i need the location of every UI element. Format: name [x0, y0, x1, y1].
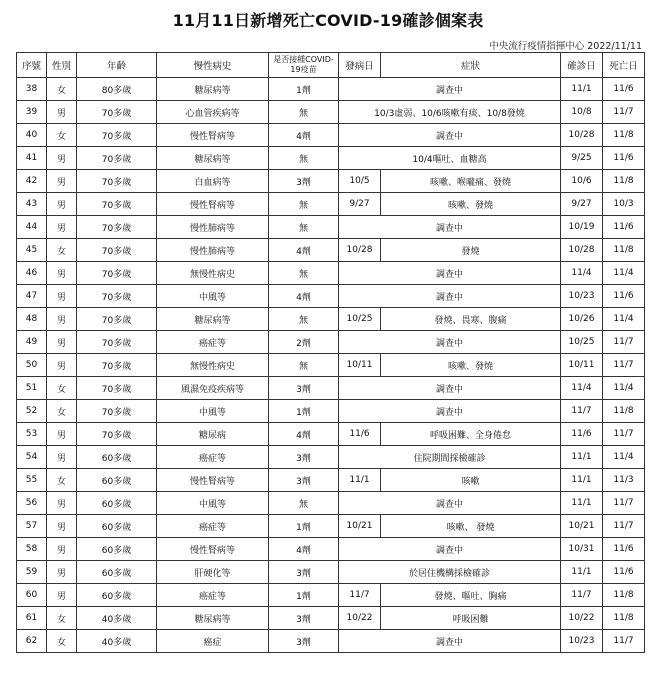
cell-sex: 男	[47, 561, 77, 584]
cell-age: 70多歲	[77, 124, 157, 147]
cell-vaccine: 無	[269, 492, 339, 515]
cell-age: 70多歲	[77, 331, 157, 354]
cell-diagnosed: 11/1	[561, 78, 603, 101]
cell-symptom: 10/4嘔吐、血糖高	[339, 147, 561, 170]
cell-diagnosed: 9/25	[561, 147, 603, 170]
cell-symptom: 呼吸困難、全身倦怠	[381, 423, 561, 446]
cell-symptom: 調查中	[339, 262, 561, 285]
cell-diagnosed: 11/1	[561, 561, 603, 584]
table-row	[17, 147, 645, 170]
cell-sex: 女	[47, 469, 77, 492]
cell-age: 60多歲	[77, 469, 157, 492]
cell-symptom: 調查中	[339, 400, 561, 423]
cell-diagnosed: 10/23	[561, 285, 603, 308]
cell-vaccine: 4劑	[269, 423, 339, 446]
cell-disease: 慢性腎病等	[157, 124, 269, 147]
cell-symptom: 發燒、嘔吐、胸痛	[381, 584, 561, 607]
cell-diagnosed: 11/1	[561, 492, 603, 515]
table-row	[17, 400, 645, 423]
table-row	[17, 423, 645, 446]
cell-onset: 11/6	[339, 423, 381, 446]
cell-vaccine: 3劑	[269, 561, 339, 584]
cell-diagnosed: 10/11	[561, 354, 603, 377]
cell-disease: 肝硬化等	[157, 561, 269, 584]
source-label: 中央流行疫情指揮中心 2022/11/11	[489, 41, 642, 52]
cell-age: 70多歲	[77, 308, 157, 331]
cell-vaccine: 3劑	[269, 630, 339, 653]
cell-age: 70多歲	[77, 101, 157, 124]
cell-age: 60多歲	[77, 584, 157, 607]
cell-sex: 男	[47, 308, 77, 331]
cell-sex: 男	[47, 262, 77, 285]
cell-death: 11/8	[603, 170, 645, 193]
cell-onset: 10/5	[339, 170, 381, 193]
cell-age: 70多歲	[77, 377, 157, 400]
cell-disease: 糖尿病	[157, 423, 269, 446]
cell-symptom: 調查中	[339, 78, 561, 101]
cell-symptom: 調查中	[339, 377, 561, 400]
cell-age: 70多歲	[77, 262, 157, 285]
header-no: 序號	[17, 53, 47, 78]
cell-age: 60多歲	[77, 515, 157, 538]
cell-sex: 男	[47, 492, 77, 515]
cell-disease: 糖尿病等	[157, 78, 269, 101]
cell-disease: 癌症等	[157, 446, 269, 469]
table-row	[17, 124, 645, 147]
cell-death: 11/6	[603, 538, 645, 561]
table-row	[17, 170, 645, 193]
cell-death: 11/7	[603, 492, 645, 515]
cell-age: 60多歲	[77, 561, 157, 584]
header-vaccine: 是否接種COVID-19疫苗	[269, 53, 339, 78]
cell-symptom: 調查中	[339, 538, 561, 561]
cell-diagnosed: 10/6	[561, 170, 603, 193]
cell-symptom: 於居住機構採檢確診	[339, 561, 561, 584]
table-row	[17, 446, 645, 469]
cell-vaccine: 無	[269, 101, 339, 124]
cell-death: 11/7	[603, 423, 645, 446]
cell-no: 62	[17, 630, 47, 653]
cell-sex: 男	[47, 354, 77, 377]
cell-age: 70多歲	[77, 423, 157, 446]
cell-age: 60多歲	[77, 492, 157, 515]
cell-disease: 中風等	[157, 285, 269, 308]
table-row	[17, 469, 645, 492]
cell-onset: 11/1	[339, 469, 381, 492]
cell-no: 53	[17, 423, 47, 446]
cell-sex: 男	[47, 331, 77, 354]
cell-vaccine: 無	[269, 193, 339, 216]
cell-age: 60多歲	[77, 538, 157, 561]
table-row	[17, 331, 645, 354]
cell-death: 11/7	[603, 630, 645, 653]
cell-sex: 男	[47, 538, 77, 561]
cell-onset: 10/21	[339, 515, 381, 538]
cell-diagnosed: 11/1	[561, 469, 603, 492]
table-row	[17, 377, 645, 400]
cell-no: 50	[17, 354, 47, 377]
cell-symptom: 調查中	[339, 492, 561, 515]
cell-sex: 男	[47, 285, 77, 308]
table-row	[17, 515, 645, 538]
cell-sex: 男	[47, 446, 77, 469]
cell-vaccine: 4劑	[269, 239, 339, 262]
header-symptom: 症狀	[381, 53, 561, 78]
cell-sex: 女	[47, 377, 77, 400]
cell-death: 11/7	[603, 354, 645, 377]
cell-no: 56	[17, 492, 47, 515]
cell-no: 51	[17, 377, 47, 400]
cell-sex: 女	[47, 124, 77, 147]
cell-vaccine: 4劑	[269, 285, 339, 308]
cell-disease: 白血病等	[157, 170, 269, 193]
cell-diagnosed: 10/28	[561, 239, 603, 262]
cell-age: 70多歲	[77, 147, 157, 170]
table-row	[17, 285, 645, 308]
cell-diagnosed: 10/25	[561, 331, 603, 354]
cell-no: 60	[17, 584, 47, 607]
table-row	[17, 561, 645, 584]
cell-symptom: 呼吸困難	[381, 607, 561, 630]
cell-symptom: 咳嗽、發燒	[381, 193, 561, 216]
cell-sex: 女	[47, 239, 77, 262]
cell-sex: 男	[47, 101, 77, 124]
cell-no: 47	[17, 285, 47, 308]
cell-death: 11/6	[603, 285, 645, 308]
cell-disease: 糖尿病等	[157, 607, 269, 630]
cell-death: 11/4	[603, 446, 645, 469]
table-row	[17, 216, 645, 239]
cell-vaccine: 4劑	[269, 124, 339, 147]
table-row	[17, 308, 645, 331]
cell-age: 40多歲	[77, 630, 157, 653]
table-row	[17, 607, 645, 630]
header-disease: 慢性病史	[157, 53, 269, 78]
cell-no: 59	[17, 561, 47, 584]
cell-disease: 慢性肺病等	[157, 239, 269, 262]
cell-disease: 無慢性病史	[157, 354, 269, 377]
cell-no: 43	[17, 193, 47, 216]
cell-symptom: 咳嗽、發燒	[381, 354, 561, 377]
cell-symptom: 咳嗽、 發燒	[381, 515, 561, 538]
cell-disease: 風濕免疫疾病等	[157, 377, 269, 400]
header-age: 年齡	[77, 53, 157, 78]
cell-death: 11/7	[603, 101, 645, 124]
cell-symptom: 住院期間採檢確診	[339, 446, 561, 469]
table-row	[17, 193, 645, 216]
table-row	[17, 262, 645, 285]
cell-diagnosed: 10/19	[561, 216, 603, 239]
cell-disease: 糖尿病等	[157, 147, 269, 170]
cell-no: 54	[17, 446, 47, 469]
cell-age: 40多歲	[77, 607, 157, 630]
cell-age: 70多歲	[77, 285, 157, 308]
table-body	[17, 78, 645, 653]
cell-no: 41	[17, 147, 47, 170]
cell-sex: 女	[47, 607, 77, 630]
cell-diagnosed: 10/8	[561, 101, 603, 124]
cell-death: 11/7	[603, 331, 645, 354]
cell-death: 11/8	[603, 239, 645, 262]
cell-death: 11/4	[603, 377, 645, 400]
cell-sex: 女	[47, 78, 77, 101]
cell-sex: 男	[47, 515, 77, 538]
cell-vaccine: 3劑	[269, 170, 339, 193]
cell-vaccine: 無	[269, 308, 339, 331]
cell-death: 11/6	[603, 561, 645, 584]
header-diagnosed: 確診日	[561, 53, 603, 78]
cell-death: 11/8	[603, 584, 645, 607]
cell-age: 70多歲	[77, 170, 157, 193]
cell-death: 11/3	[603, 469, 645, 492]
cell-disease: 慢性肺病等	[157, 216, 269, 239]
cases-table	[16, 52, 645, 653]
cell-diagnosed: 10/28	[561, 124, 603, 147]
cell-no: 57	[17, 515, 47, 538]
cell-diagnosed: 11/4	[561, 377, 603, 400]
cell-onset: 10/11	[339, 354, 381, 377]
header-death: 死亡日	[603, 53, 645, 78]
table-row	[17, 239, 645, 262]
table-row	[17, 584, 645, 607]
cell-disease: 糖尿病等	[157, 308, 269, 331]
table-row	[17, 630, 645, 653]
cell-diagnosed: 11/4	[561, 262, 603, 285]
table-row	[17, 538, 645, 561]
cell-sex: 女	[47, 630, 77, 653]
cell-disease: 慢性腎病等	[157, 538, 269, 561]
cell-diagnosed: 10/26	[561, 308, 603, 331]
page-title: 11月11日新增死亡COVID-19確診個案表	[172, 11, 484, 30]
cell-vaccine: 3劑	[269, 469, 339, 492]
cell-vaccine: 1劑	[269, 515, 339, 538]
cell-no: 52	[17, 400, 47, 423]
cell-age: 60多歲	[77, 446, 157, 469]
cell-vaccine: 3劑	[269, 377, 339, 400]
cell-symptom: 調查中	[339, 331, 561, 354]
cell-vaccine: 1劑	[269, 584, 339, 607]
header-sex: 性別	[47, 53, 77, 78]
cell-death: 11/6	[603, 78, 645, 101]
cell-disease: 無慢性病史	[157, 262, 269, 285]
cell-sex: 男	[47, 170, 77, 193]
cell-no: 48	[17, 308, 47, 331]
cell-death: 11/8	[603, 124, 645, 147]
cell-symptom: 調查中	[339, 285, 561, 308]
cell-vaccine: 3劑	[269, 607, 339, 630]
cell-symptom: 調查中	[339, 124, 561, 147]
cell-vaccine: 2劑	[269, 331, 339, 354]
cell-age: 70多歲	[77, 216, 157, 239]
cell-disease: 心血管疾病等	[157, 101, 269, 124]
cell-disease: 中風等	[157, 400, 269, 423]
cell-symptom: 調查中	[339, 630, 561, 653]
cell-death: 11/8	[603, 400, 645, 423]
cell-sex: 男	[47, 423, 77, 446]
header-row	[17, 53, 645, 78]
cell-no: 55	[17, 469, 47, 492]
table-row	[17, 354, 645, 377]
cell-sex: 男	[47, 584, 77, 607]
header-onset: 發病日	[339, 53, 381, 78]
table-row	[17, 492, 645, 515]
cell-disease: 慢性腎病等	[157, 469, 269, 492]
cell-vaccine: 1劑	[269, 400, 339, 423]
cell-death: 10/3	[603, 193, 645, 216]
cell-vaccine: 4劑	[269, 538, 339, 561]
cell-diagnosed: 10/21	[561, 515, 603, 538]
cell-diagnosed: 11/7	[561, 400, 603, 423]
cell-vaccine: 無	[269, 262, 339, 285]
cell-age: 70多歲	[77, 354, 157, 377]
table-row	[17, 101, 645, 124]
cell-onset: 10/28	[339, 239, 381, 262]
table-row	[17, 78, 645, 101]
cell-no: 61	[17, 607, 47, 630]
cell-age: 70多歲	[77, 400, 157, 423]
cell-diagnosed: 10/31	[561, 538, 603, 561]
cell-sex: 男	[47, 216, 77, 239]
cell-no: 58	[17, 538, 47, 561]
cell-disease: 癌症等	[157, 515, 269, 538]
cell-death: 11/6	[603, 216, 645, 239]
cell-vaccine: 無	[269, 147, 339, 170]
cell-no: 40	[17, 124, 47, 147]
cell-vaccine: 無	[269, 216, 339, 239]
cell-symptom: 調查中	[339, 216, 561, 239]
cell-diagnosed: 10/23	[561, 630, 603, 653]
cell-no: 44	[17, 216, 47, 239]
cell-onset: 10/25	[339, 308, 381, 331]
cell-symptom: 發燒、畏寒、腹痛	[381, 308, 561, 331]
cell-symptom: 發燒	[381, 239, 561, 262]
cell-age: 70多歲	[77, 193, 157, 216]
cell-no: 42	[17, 170, 47, 193]
cell-onset: 11/7	[339, 584, 381, 607]
cell-disease: 癌症等	[157, 331, 269, 354]
cell-disease: 癌症等	[157, 584, 269, 607]
cell-sex: 女	[47, 400, 77, 423]
cell-diagnosed: 11/1	[561, 446, 603, 469]
cell-onset: 9/27	[339, 193, 381, 216]
cell-diagnosed: 11/7	[561, 584, 603, 607]
cell-disease: 慢性腎病等	[157, 193, 269, 216]
cell-symptom: 咳嗽、喉嚨痛、發燒	[381, 170, 561, 193]
cell-no: 45	[17, 239, 47, 262]
cell-disease: 中風等	[157, 492, 269, 515]
cell-vaccine: 無	[269, 354, 339, 377]
cell-vaccine: 1劑	[269, 78, 339, 101]
cell-symptom: 10/3虛弱、10/6咳嗽有痰、10/8發燒	[339, 101, 561, 124]
cell-death: 11/7	[603, 515, 645, 538]
cell-diagnosed: 10/22	[561, 607, 603, 630]
cell-age: 80多歲	[77, 78, 157, 101]
cell-sex: 男	[47, 147, 77, 170]
cell-death: 11/8	[603, 607, 645, 630]
cell-sex: 男	[47, 193, 77, 216]
cell-diagnosed: 9/27	[561, 193, 603, 216]
cell-diagnosed: 11/6	[561, 423, 603, 446]
cell-disease: 癌症	[157, 630, 269, 653]
cell-death: 11/4	[603, 262, 645, 285]
cell-death: 11/4	[603, 308, 645, 331]
cell-no: 38	[17, 78, 47, 101]
cell-no: 49	[17, 331, 47, 354]
cell-vaccine: 3劑	[269, 446, 339, 469]
cell-no: 46	[17, 262, 47, 285]
cell-age: 70多歲	[77, 239, 157, 262]
cell-onset: 10/22	[339, 607, 381, 630]
cell-symptom: 咳嗽	[381, 469, 561, 492]
cell-death: 11/6	[603, 147, 645, 170]
cell-no: 39	[17, 101, 47, 124]
